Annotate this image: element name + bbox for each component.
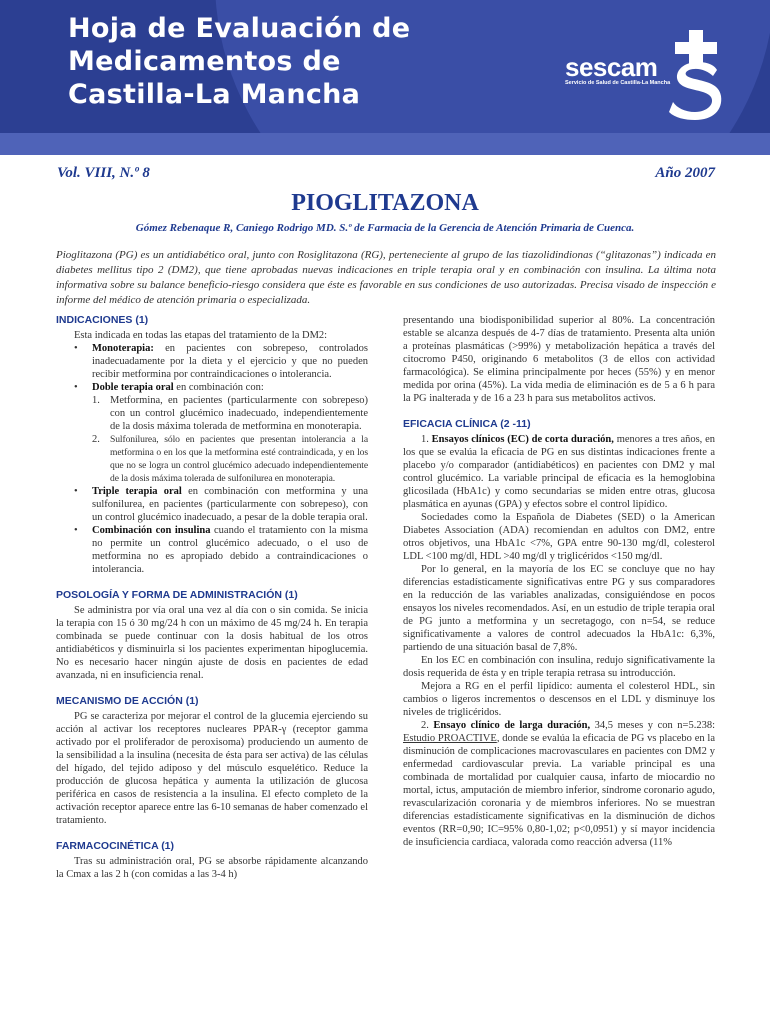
combinacion-insulina-text: cuando el tratamiento con la misma no permite un control glucémico adecuado, o el uso de metformina no es apropiado debido a contraindicaciones o intolerancia.: [92, 525, 369, 575]
section-heading-indicaciones: INDICACIONES (1): [56, 314, 149, 326]
section-heading-eficacia: EFICACIA CLÍNICA (2 -11): [403, 418, 531, 430]
doble-terapia-text: en combinación con:: [173, 382, 264, 393]
combinacion-insulina-label: Combinación con insulina: [92, 525, 211, 536]
indicaciones-list-continued: [56, 485, 368, 576]
list-item-text: Sulfonilurea, sólo en pacientes que presentan intolerancia a la metformina o en los que la metformina esté contraindicada, y en los que no se logra un control glucémico adecuado independientemente de la dosis máxima tolerada de sulfonilurea en monoterapia.: [110, 434, 368, 484]
eficacia-p6-pre: 34,5 meses y con n=5.238:: [590, 720, 715, 731]
list-item: [92, 433, 368, 485]
publication-title-line-3: Castilla-La Mancha: [68, 79, 361, 110]
list-number: 1.: [92, 395, 100, 406]
eficacia-p1-text: menores a tres años, en los que se evalúa la eficacia de PG en sus distintas indicaciones frente a placebo y/o comparador (antidiabéticos) en pacientes con DM2 y mal control glucémico. La variable principal de eficacia es la hemoglobina glicosilada (HbA1c) y como secundarias se miden entre otras, glucosa plasmática en ayunas (GPA) y efectos sobre el control lipídico.: [403, 434, 716, 510]
header-banner: [0, 0, 770, 155]
monoterapia-text: en pacientes con sobrepeso, controlados inadecuadamente por la dieta y el ejercicio y que no pueden recibir metformina por contraindicaciones o intolerancia.: [92, 343, 368, 380]
left-column: [56, 314, 368, 881]
sescam-s-cross-icon: [667, 30, 725, 120]
eficacia-p1-number: 1.: [421, 434, 429, 445]
indicaciones-intro: Esta indicada en todas las etapas del tratamiento de la DM2:: [74, 330, 328, 341]
authors-line: Gómez Rebenaque R, Caniego Rodrigo MD. S.º de Farmacia de la Gerencia de Atención Primaria de Cuenca.: [135, 222, 635, 234]
list-item-monoterapia: [74, 342, 368, 381]
eficacia-paragraph-4: En los EC en combinación con insulina, redujo significativamente la dosis requerida de ésta y en triple terapia retrasa su introducción.: [403, 655, 715, 679]
list-item-doble-terapia: [74, 381, 368, 394]
section-heading-farmacocinetica: FARMACOCINÉTICA (1): [56, 840, 175, 852]
logo-wordmark: sescam: [565, 52, 658, 82]
section-heading-posologia: POSOLOGÍA Y FORMA DE ADMINISTRACIÓN (1): [56, 589, 298, 601]
logo-subtitle: Servicio de Salud de Castilla-La Mancha: [565, 80, 671, 86]
issue-year: Año 2007: [655, 165, 715, 181]
monoterapia-label: Monoterapia:: [92, 343, 154, 354]
drug-title: PIOGLITAZONA: [291, 190, 479, 216]
list-item-triple-terapia: [74, 485, 368, 524]
eficacia-p6-number: 2.: [421, 720, 429, 731]
posologia-text: Se administra por vía oral una vez al día con o sin comida. Se inicia la terapia con 15 ó 30 mg/24 h con un máximo de 45 mg/24 h. En terapia combinada se puede continuar con la dosis habitual de los otros antidiabéticos y disminuirla si los pacientes experimentan hipoglucemia. No es necesario hacer ningún ajuste de dosis en pacientes de edad avanzada, ni en insuficiencia renal.: [56, 605, 368, 681]
mecanismo-text: PG se caracteriza por mejorar el control de la glucemia ejerciendo su acción al activar los receptores nucleares PPAR-γ (receptor gamma activado por el proliferador de peroxisoma) produciendo un aumento de la sensibilidad a la insulina (necesita de ésta para ser activa) de las células del hígado, del tejido adiposo y del músculo esquelético. Reduce la producción de glucosa hepática y aumenta la utilización de glucosa periférica en casos de resistencia a la insulina. El efecto completo de la activación receptor aparece entre las 6-10 semanas de haber comenzado el tratamiento.: [56, 711, 368, 826]
eficacia-paragraph-2: Sociedades como la Española de Diabetes (SED) o la American Diabetes Association (ADA) recomiendan en adultos con DM2, entre otros objetivos, una HbA1c <7%, GPA entre 90-130 mg/dl, colesterol LDL <100 mg/dl, HDL >40 mg/dl y triglicéridos <150 mg/dl.: [403, 512, 715, 562]
right-column: [403, 314, 715, 849]
farmacocinetica-text-start: Tras su administración oral, PG se absorbe rápidamente alcanzando la Cmax a las 2 h (con comidas a las 3-4 h): [56, 856, 368, 880]
farmacocinetica-text-continued: presentando una biodisponibilidad superior al 80%. La concentración estable se alcanza después de 4-7 días de tratamiento. Presenta alta unión a proteínas plasmáticas (>99%) y metabolización hepática a través del citocromo P450, originando 6 metabolitos (3 de ellos con actividad farmacológica). Se elimina principalmente por heces (55%) y en menor medida por orina (45%). La vida media de eliminación es de 5 a 6 h para la PG inalterada y de 16 a 23 h para sus metabolitos activos.: [403, 315, 715, 404]
list-item: [92, 394, 368, 433]
list-number: 2.: [92, 434, 100, 445]
abstract: Pioglitazona (PG) es un antidiabético oral, junto con Rosiglitazona (RG), perteneciente al grupo de las tiazolidindionas (“glitazonas”) indicada en diabetes mellitus tipo 2 (DM2), que tiene aprobadas nuevas indicaciones en triple terapia oral y en combinación con insulina. La última nota informativa sobre su balance beneficio-riesgo considera que éste es favorable en sus condiciones de uso autorizadas. Precisa visado de inspección e informe del médico de atención primaria o especializada.: [56, 249, 716, 306]
sescam-logo: [565, 30, 725, 120]
eficacia-paragraph-3: Por lo general, en la mayoría de los EC se concluye que no hay diferencias estadísticamente significativas entre PG y sus comparadores en la reducción de las variables analizadas, consiguiéndose en pocos ensayos los niveles recomendados. Así, en un estudio de triple terapia oral de PG junto a metformina y un secretagogo, con n=54, se reduce significativamente a valores de control adecuados la HbA1c: 6,3%, partiendo de una situación basal de 7,8%.: [403, 564, 715, 653]
section-heading-mecanismo: MECANISMO DE ACCIÓN (1): [56, 695, 199, 707]
publication-title: [68, 12, 410, 111]
list-item-combinacion-insulina: [74, 524, 368, 576]
issue-info: [57, 165, 715, 182]
eficacia-p6-text: , donde se evalúa la eficacia de PG vs placebo en la disminución de complicaciones macrovasculares en pacientes con DM2 y enfermedad cardiovascular previa. La variable principal es una combinada de mortalidad por cualquier causa, infarto de miocardio no mortal, ictus, amputación de miembro inferior, síndrome coronario agudo, revascularización coronaria y de miembros inferiores. No se muestran diferencias estadísticamente significativas en la disminución de dichos eventos (RR=0,90; IC=95% 0,80-1,02; p<0,0951) y sí mayor incidencia de insuficiencia cardiaca, valorada como reacción adversa (11%: [403, 733, 715, 848]
triple-terapia-label: Triple terapia oral: [92, 486, 182, 497]
banner-stripe: [0, 133, 770, 155]
publication-title-line-1: Hoja de Evaluación de: [68, 13, 411, 44]
publication-title-line-2: Medicamentos de: [68, 46, 341, 77]
proactive-study-reference: Estudio PROACTIVE: [403, 733, 497, 744]
eficacia-p6-label: Ensayo clínico de larga duración,: [433, 720, 591, 731]
eficacia-paragraph-5: Mejora a RG en el perfil lipídico: aumenta el colesterol HDL, sin cambios o ligeros incrementos o descensos en el LDL y disminuye los niveles de triglicéridos.: [403, 681, 715, 718]
list-item-text: Metformina, en pacientes (particularmente con sobrepeso) con un control glucémico inadecuado, independientemente de la dosis máxima tolerada de metformina en monoterapia.: [110, 395, 368, 432]
eficacia-p1-label: Ensayos clínicos (EC) de corta duración,: [431, 434, 614, 445]
doble-terapia-label: Doble terapia oral: [92, 382, 174, 393]
eficacia-paragraph-6: [403, 719, 715, 849]
volume-number: Vol. VIII, N.º 8: [57, 165, 150, 181]
doble-terapia-sublist: [56, 394, 368, 485]
eficacia-paragraph-1: [403, 433, 715, 511]
indicaciones-list: [56, 342, 368, 394]
triple-terapia-text: en combinación con metformina y una sulfonilurea, en pacientes (particularmente con sobrepeso), con un control glucémico inadecuado, a pesar de la doble terapia oral.: [92, 486, 368, 523]
